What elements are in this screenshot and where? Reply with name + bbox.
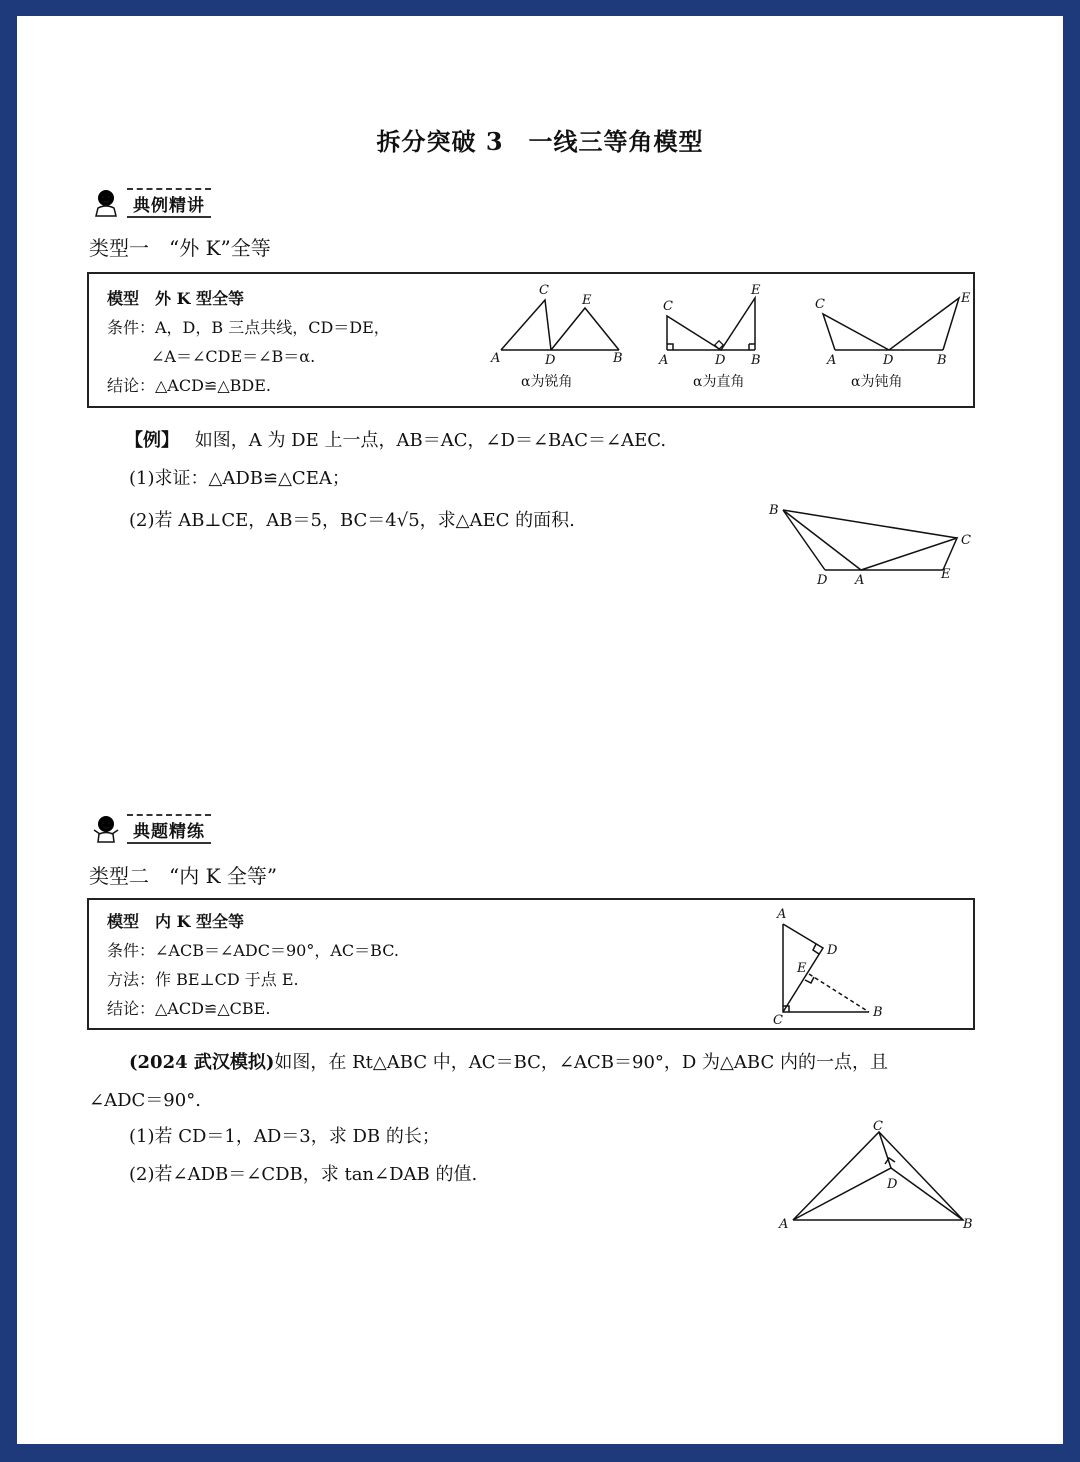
svg-text:D: D [887,1177,898,1192]
example-question-1: (1)求证：△ADB≌△CEA； [129,468,350,489]
problem-question-1: (1)若 CD＝1，AD＝3，求 DB 的长； [129,1126,440,1147]
inner-k-condition: 条件：∠ACB＝∠ADC＝90°，AC＝BC. [107,941,399,960]
problem-stem-text: 如图，在 Rt△ABC 中，AC＝BC，∠ACB＝90°，D 为△ABC 内的一点，且 [274,1052,888,1073]
svg-text:C: C [961,533,971,548]
problem-stem-line-2: ∠ADC＝90°. [89,1090,201,1111]
example-tag: 【例】 [125,430,179,451]
svg-text:C: C [815,297,825,312]
obtuse-angle-figure [811,278,971,402]
svg-text:E: E [961,291,971,306]
svg-text:A: A [855,573,865,588]
acute-angle-figure [489,278,629,402]
outer-k-model-box [87,272,975,408]
inner-k-method: 方法：作 BE⊥CD 于点 E. [107,970,299,989]
svg-text:C: C [873,1119,883,1134]
caption-obtuse: α为钝角 [851,374,903,390]
inner-k-model-box [87,898,975,1030]
svg-text:A: A [491,351,501,366]
svg-text:E: E [582,293,592,308]
svg-text:B: B [769,503,779,518]
svg-text:C: C [663,299,673,314]
example-stem [125,426,666,452]
outer-k-angle-condition: ∠A＝∠CDE＝∠B＝α. [151,347,316,366]
svg-text:B: B [937,353,947,368]
right-angle-figure [655,278,785,402]
svg-text:C: C [539,283,549,298]
section1-heading: 类型一 “外 K”全等 [89,236,271,260]
svg-text:B: B [963,1217,973,1232]
problem-figure [773,1116,983,1236]
svg-text:B: B [873,1005,883,1020]
page-title: 拆分突破 3 一线三等角模型 [376,127,704,156]
example-stem-text: 如图，A 为 DE 上一点，AB＝AC，∠D＝∠BAC＝∠AEC. [194,430,667,451]
outer-k-model-title: 模型 外 K 型全等 [107,289,245,308]
section2-badge [89,812,211,846]
svg-text:A: A [659,353,669,368]
inner-k-conclusion: 结论：△ACD≌△CBE. [107,999,271,1018]
mascot-icon [89,812,123,846]
svg-text:E: E [797,961,807,976]
svg-text:D: D [545,353,556,368]
svg-text:D: D [817,573,828,588]
svg-text:E: E [941,567,951,582]
mascot-icon [89,186,123,220]
inner-k-model-title: 模型 内 K 型全等 [107,912,245,931]
problem-source: (2024 武汉模拟) [129,1052,275,1073]
caption-right: α为直角 [693,374,745,390]
outer-k-condition: 条件：A，D，B 三点共线，CD＝DE， [107,318,390,337]
svg-text:A: A [777,907,787,922]
svg-text:D: D [883,353,894,368]
section2-badge-label: 典题精练 [127,814,211,844]
svg-text:A: A [779,1217,789,1232]
inner-k-figure [761,904,891,1026]
example-question-2: (2)若 AB⊥CE，AB＝5，BC＝4√5，求△AEC 的面积. [129,510,575,531]
caption-acute: α为锐角 [521,374,573,390]
svg-text:B: B [613,351,623,366]
svg-text:C: C [773,1013,783,1026]
example-figure [757,498,987,608]
svg-text:A: A [827,353,837,368]
problem-stem-line-1 [129,1048,888,1074]
problem-question-2: (2)若∠ADB＝∠CDB，求 tan∠DAB 的值. [129,1164,478,1185]
svg-text:E: E [751,283,761,298]
section1-badge [89,186,211,220]
svg-text:D: D [715,353,726,368]
svg-text:D: D [827,943,838,958]
outer-k-conclusion: 结论：△ACD≌△BDE. [107,376,271,395]
svg-text:B: B [751,353,761,368]
section2-heading: 类型二 “内 K 全等” [89,864,278,888]
worksheet-page [17,16,1063,1444]
section1-badge-label: 典例精讲 [127,188,211,218]
